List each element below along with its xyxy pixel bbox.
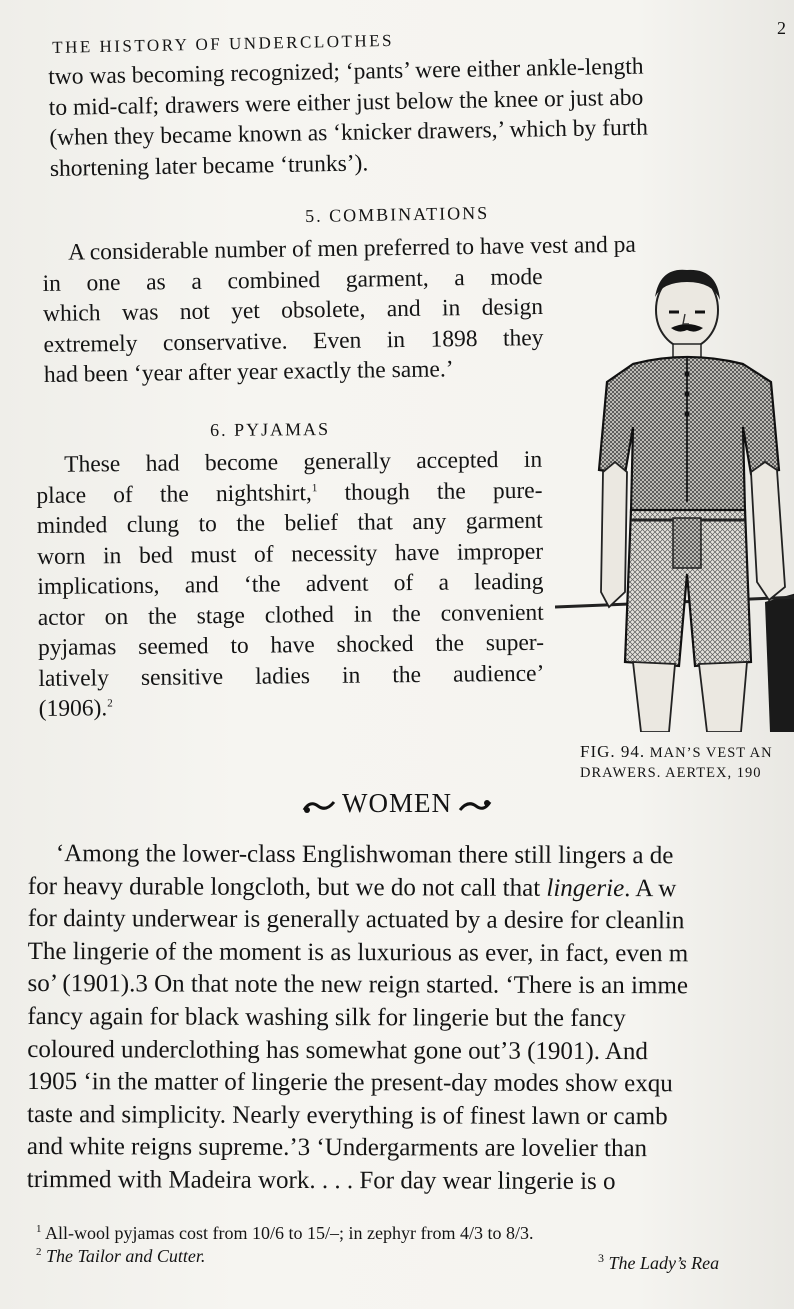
text-line: ‘Among the lower-class Englishwoman there still lingers a de xyxy=(55,840,674,870)
text-line: pyjamas seemed to have shocked the super- xyxy=(37,629,545,661)
text-line: and white reigns supreme.’3 ‘Undergarments are lovelier than xyxy=(26,1133,648,1163)
footnote-marker: 2 xyxy=(36,1246,42,1258)
footnote-marker: 1 xyxy=(311,481,318,494)
footnote-text: The Lady’s Rea xyxy=(608,1253,720,1273)
caption-text: MAN’S VEST AN xyxy=(649,745,773,761)
text-line: latively sensitive ladies in the audience’ xyxy=(38,660,545,692)
footnote-1 xyxy=(36,1222,794,1245)
caption-text: DRAWERS. AERTEX, 190 xyxy=(580,765,762,781)
combinations-paragraph xyxy=(42,231,637,390)
caption-number: FIG. 94. xyxy=(580,742,646,761)
text-line xyxy=(28,871,794,906)
page-number: 2 xyxy=(777,18,786,38)
women-paragraph xyxy=(27,838,794,1199)
man-vest-drawers-illustration xyxy=(555,262,794,732)
text-line: which was not yet obsolete, and in design xyxy=(42,294,544,327)
footnote-3 xyxy=(598,1251,719,1274)
text-line: had been ‘year after year exactly the same.’ xyxy=(43,356,454,388)
text-run: . A w xyxy=(624,874,677,902)
figure-caption xyxy=(580,742,773,783)
footnote-marker: 2 xyxy=(107,697,113,710)
text-line: to mid-calf; drawers were either just below the knee or just abo xyxy=(48,84,644,121)
text-line: 1905 ‘in the matter of lingerie the present-day modes show exqu xyxy=(27,1068,673,1098)
text-line: minded clung to the belief that any garment xyxy=(36,507,543,539)
text-line: extremely conservative. Even in 1898 they xyxy=(43,324,544,358)
text-line: These had become generally accepted in xyxy=(64,446,543,478)
text-line: A considerable number of men preferred to have vest and pa xyxy=(68,231,637,266)
text-line: (when they became known as ‘knicker drawers,’ which by furth xyxy=(49,114,649,151)
text-run: place of the nightshirt, xyxy=(36,479,312,509)
text-line: two was becoming recognized; ‘pants’ were either ankle-length xyxy=(48,53,644,90)
women-heading-text: WOMEN xyxy=(342,788,452,818)
footnote-marker: 3 xyxy=(598,1251,604,1265)
text-line: for dainty underwear is generally actuated by a desire for cleanlin xyxy=(27,905,685,935)
women-heading xyxy=(0,788,794,819)
combinations-heading: 5. COMBINATIONS xyxy=(305,202,490,226)
text-line: trimmed with Madeira work. . . . For day wear lingerie is o xyxy=(26,1165,616,1195)
text-line: coloured underclothing has somewhat gone out’3 (1901). And xyxy=(27,1035,649,1065)
text-line: so’ (1901).3 On that note the new reign started. ‘There is an imme xyxy=(27,970,688,1000)
text-run: (1906). xyxy=(38,695,108,722)
text-line: shortening later became ‘trunks’). xyxy=(49,149,369,182)
text-line: worn in bed must of necessity have improper xyxy=(36,538,544,570)
ornament-icon xyxy=(458,798,492,814)
text-line: in one as a combined garment, a mode xyxy=(42,263,543,297)
ornament-icon xyxy=(302,798,336,814)
footnote-text: All-wool pyjamas cost from 10/6 to 15/–; in zephyr from 4/3 to 8/3. xyxy=(45,1223,534,1243)
text-line: fancy again for black washing silk for lingerie but the fancy xyxy=(27,1002,626,1033)
pyjamas-heading: 6. PYJAMAS xyxy=(210,418,331,440)
footnote-marker: 1 xyxy=(36,1223,42,1235)
running-head: THE HISTORY OF UNDERCLOTHES xyxy=(52,30,395,57)
text-line: actor on the stage clothed in the convenient xyxy=(37,599,544,631)
italic-word: lingerie xyxy=(546,874,625,902)
intro-paragraph xyxy=(48,49,794,184)
text-line: The lingerie of the moment is as luxurious as ever, in fact, even m xyxy=(27,937,689,968)
footnote-text: The Tailor and Cutter. xyxy=(46,1246,206,1266)
text-line: implications, and ‘the advent of a leading xyxy=(37,568,544,600)
text-run: for heavy durable longcloth, but we do not call that xyxy=(27,872,541,902)
text-line xyxy=(39,689,545,725)
text-line: taste and simplicity. Nearly everything is of finest lawn or camb xyxy=(26,1100,668,1130)
pyjamas-paragraph xyxy=(36,445,545,725)
text-run: though the pure- xyxy=(317,477,543,506)
